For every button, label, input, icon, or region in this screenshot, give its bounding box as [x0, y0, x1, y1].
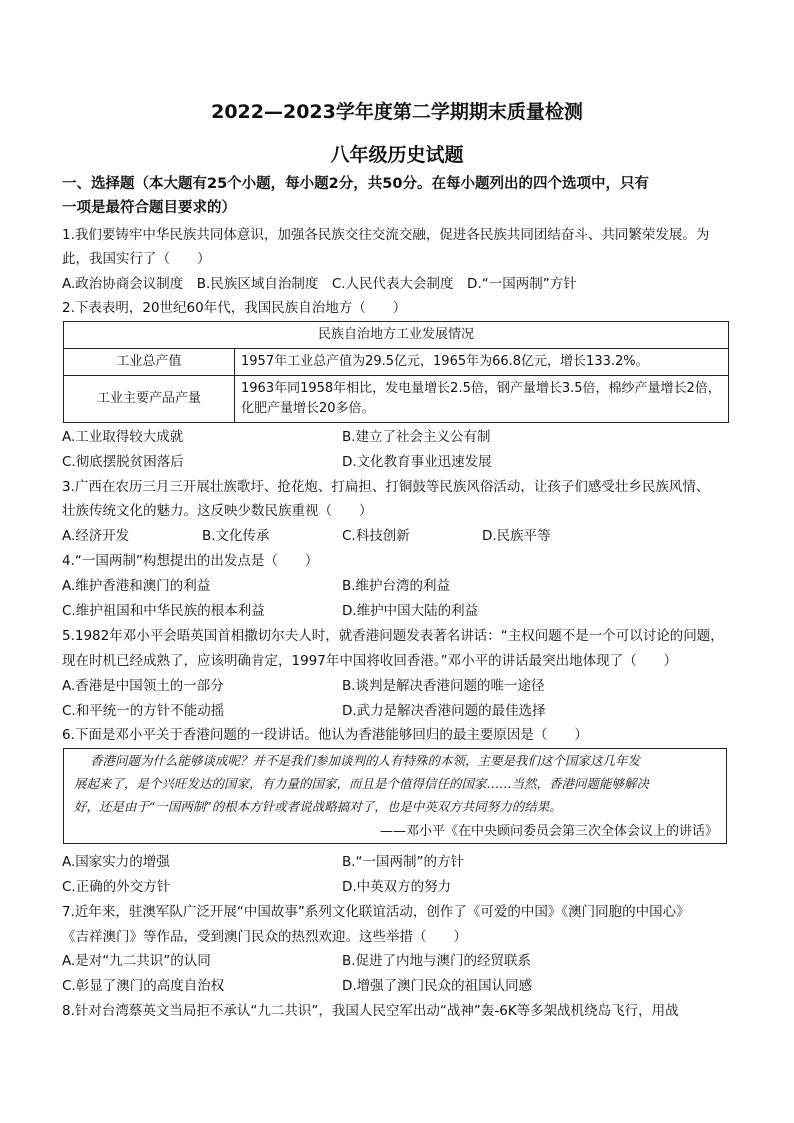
q4-stem: 4.“一国两制”构想提出的出发点是（ ）: [62, 553, 319, 569]
q5-stem: 5.1982年邓小平会晤英国首相撒切尔夫人时，就香港问题发表著名讲话：“主权问题不是一个可以讨论的问题，: [62, 628, 724, 644]
q7-option-d: D.增强了澳门民众的祖国认同感: [342, 978, 533, 994]
q7-stem-cont: 《吉祥澳门》等作品，受到澳门民众的热烈欢迎。这些举措（ ）: [62, 929, 467, 945]
q5-stem-cont: 现在时机已经成熟了，应该明确肯定，1997年中国将收回香港。”邓小平的讲话最突出地体现了（ ）: [62, 653, 678, 669]
q6-quote-box: [63, 748, 727, 844]
table-row-label: 工业总产值: [64, 349, 235, 376]
q3-stem-cont: 壮族传统文化的魅力。这反映少数民族重视（ ）: [62, 503, 373, 519]
quote-source: ——邓小平《在中央顾问委员会第三次全体会议上的讲话》: [379, 824, 718, 839]
q6-stem: 6.下面是邓小平关于香港问题的一段讲话。他认为香港能够回归的最主要原因是（ ）: [62, 727, 588, 743]
exam-title: 2022—2023学年度第二学期期末质量检测: [211, 101, 583, 123]
quote-line: 香港问题为什么能够谈成呢？并不是我们参加谈判的人有特殊的本领，主要是我们这个国家这几年发: [90, 753, 641, 768]
q7-stem: 7.近年来，驻澳军队广泛开展“中国故事”系列文化联谊活动，创作了《可爱的中国》《澳门同胞的中国心》: [62, 904, 690, 920]
table-row-value: 1957年工业总产值为29.5亿元，1965年为66.8亿元，增长133.2%。: [235, 349, 729, 376]
q7-option-b: B.促进了内地与澳门的经贸联系: [342, 953, 532, 969]
q5-option-b: B.谈判是解决香港问题的唯一途径: [342, 678, 545, 694]
q1-stem-cont: 此，我国实行了（ ）: [62, 251, 211, 267]
q2-option-b: B.建立了社会主义公有制: [342, 429, 491, 445]
q2-stem: 2.下表表明，20世纪60年代，我国民族自治地方（ ）: [62, 300, 407, 316]
q6-option-a: A.国家实力的增强: [62, 854, 170, 870]
q6-option-b: B.“一国两制”的方针: [342, 854, 465, 870]
q3-option-d: D.民族平等: [482, 528, 551, 544]
q4-option-c: C.维护祖国和中华民族的根本利益: [62, 603, 265, 619]
q7-option-c: C.彰显了澳门的高度自治权: [62, 978, 225, 994]
q3-option-a: A.经济开发: [62, 528, 130, 544]
q3-option-b: B.文化传承: [202, 528, 270, 544]
q4-option-a: A.维护香港和澳门的利益: [62, 578, 211, 594]
q3-option-c: C.科技创新: [342, 528, 410, 544]
exam-subtitle: 八年级历史试题: [330, 144, 464, 166]
q7-option-a: A.是对“九二共识”的认同: [62, 953, 211, 969]
quote-line: 展起来了，是个兴旺发达的国家，有力量的国家，而且是个值得信任的国家……当然，香港问题能够解决: [74, 776, 650, 791]
table-row-label: 工业主要产品产量: [64, 376, 235, 423]
q2-option-a: A.工业取得较大成就: [62, 429, 184, 445]
quote-line: 好，还是由于“一国两制”的根本方针或者说战略搞对了，也是中英双方共同努力的结果。: [74, 799, 562, 814]
q4-option-b: B.维护台湾的利益: [342, 578, 451, 594]
q6-option-c: C.正确的外交方针: [62, 879, 171, 895]
q3-stem: 3.广西在农历三月三开展壮族歌圩、抢花炮、打扁担、打铜鼓等民族风俗活动，让孩子们感受壮乡民族风情、: [62, 479, 710, 495]
q6-option-d: D.中英双方的努力: [342, 879, 452, 895]
q8-stem: 8.针对台湾蔡英文当局拒不承认“九二共识”，我国人民空军出动“战神”轰-6K等多架战机绕岛飞行，用战: [62, 1003, 679, 1019]
q5-option-c: C.和平统一的方针不能动摇: [62, 703, 225, 719]
table-caption: 民族自治地方工业发展情况: [64, 322, 729, 349]
q5-option-a: A.香港是中国领土的一部分: [62, 678, 224, 694]
q2-table: [63, 321, 729, 423]
table-row-value: 1963年同1958年相比，发电量增长2.5倍，钢产量增长3.5倍，棉纱产量增长2倍，化肥产量增长20多倍。: [235, 376, 729, 423]
q2-option-c: C.彻底摆脱贫困落后: [62, 454, 184, 470]
q1-options: A.政治协商会议制度 B.民族区域自治制度 C.人民代表大会制度 D.“一国两制”方针: [62, 276, 577, 292]
q2-option-d: D.文化教育事业迅速发展: [342, 454, 492, 470]
q4-option-d: D.维护中国大陆的利益: [342, 603, 479, 619]
q5-option-d: D.武力是解决香港问题的最佳选择: [342, 703, 546, 719]
section-heading-cont: 一项是最符合题目要求的）: [62, 200, 236, 216]
q1-stem: 1.我们要铸牢中华民族共同体意识，加强各民族交往交流交融，促进各民族共同团结奋斗、共同繁荣发展。为: [62, 227, 710, 243]
section-heading: 一、选择题（本大题有25个小题，每小题2分，共50分。在每小题列出的四个选项中，只有: [62, 176, 649, 192]
